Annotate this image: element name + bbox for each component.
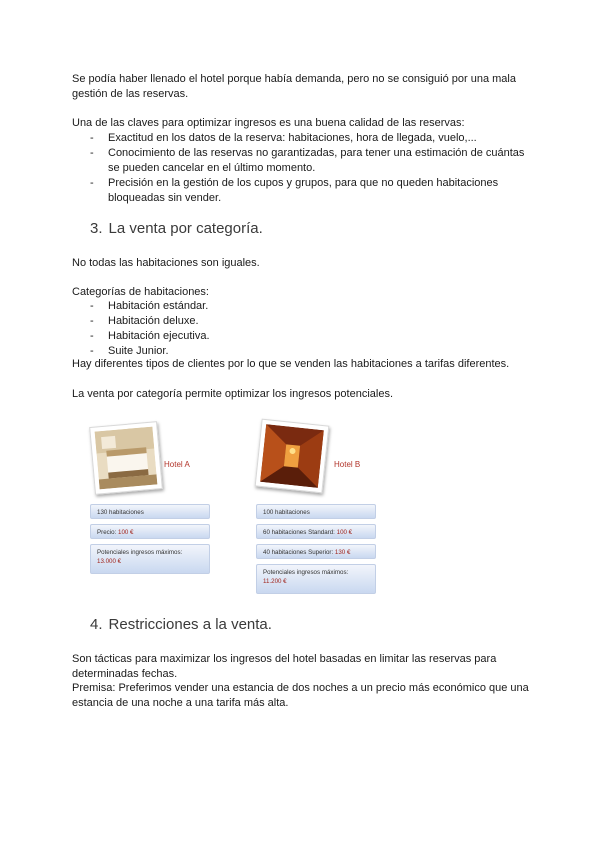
- hotel-a-name: Hotel A: [164, 460, 190, 469]
- hotel-b-rooms-box: 100 habitaciones: [256, 504, 376, 519]
- section-heading-3: 3. La venta por categoría.: [90, 220, 263, 237]
- hotel-corridor-image: [260, 424, 324, 488]
- hotel-b-income-box: Potenciales ingresos máximos: 11.200 €: [256, 564, 376, 594]
- list-item: - Suite Junior.: [90, 345, 169, 357]
- paragraph-booking-management: Se podía haber llenado el hotel porque había demanda, pero no se consiguió por una mala gestión de las reservas.: [72, 73, 516, 100]
- hotel-a-rooms-box: 130 habitaciones: [90, 504, 210, 519]
- section-heading-4: 4. Restricciones a la venta.: [90, 616, 272, 633]
- hotel-a-photo: [89, 421, 163, 495]
- list-item: - Conocimiento de las reservas no garantizadas, para tener una estimación de cuántas se pueden cancelar en el último momento.: [90, 147, 525, 174]
- list-item: - Precisión en la gestión de los cupos y grupos, para que no queden habitaciones bloqueadas sin vender.: [90, 177, 499, 204]
- paragraph-booking-quality: Una de las claves para optimizar ingresos es una buena calidad de las reservas:: [72, 117, 465, 129]
- paragraph-restriction-tactics: Son tácticas para maximizar los ingresos del hotel basadas en limitar las reservas para determinadas fechas.: [72, 653, 497, 680]
- paragraph-rooms-differ: No todas las habitaciones son iguales.: [72, 257, 260, 269]
- paragraph-category-sales: La venta por categoría permite optimizar los ingresos potenciales.: [72, 388, 394, 400]
- hotel-a-income-box: Potenciales ingresos máximos: 13.000 €: [90, 544, 210, 574]
- hotel-b-superior-box: 40 habitaciones Superior: 130 €: [256, 544, 376, 559]
- list-item: - Habitación deluxe.: [90, 315, 199, 327]
- paragraph-premise: Premisa: Preferimos vender una estancia de dos noches a un precio más económico que una estancia de una noche a una tarifa más alta.: [72, 682, 529, 709]
- hotel-b-name: Hotel B: [334, 460, 361, 469]
- hotel-a-price-box: Precio: 100 €: [90, 524, 210, 539]
- paragraph-client-types: Hay diferentes tipos de clientes por lo que se venden las habitaciones a tarifas diferentes.: [72, 358, 510, 370]
- hotel-b-photo: [255, 419, 330, 494]
- list-item: - Habitación estándar.: [90, 300, 209, 312]
- list-item: - Exactitud en los datos de la reserva: habitaciones, hora de llegada, vuelo,...: [90, 132, 477, 144]
- paragraph-room-categories: Categorías de habitaciones:: [72, 286, 209, 298]
- list-item: - Habitación ejecutiva.: [90, 330, 210, 342]
- booking-quality-list: [90, 131, 534, 206]
- hotel-b-standard-box: 60 habitaciones Standard: 100 €: [256, 524, 376, 539]
- room-categories-list: [90, 299, 534, 359]
- hotel-room-image: [95, 427, 158, 490]
